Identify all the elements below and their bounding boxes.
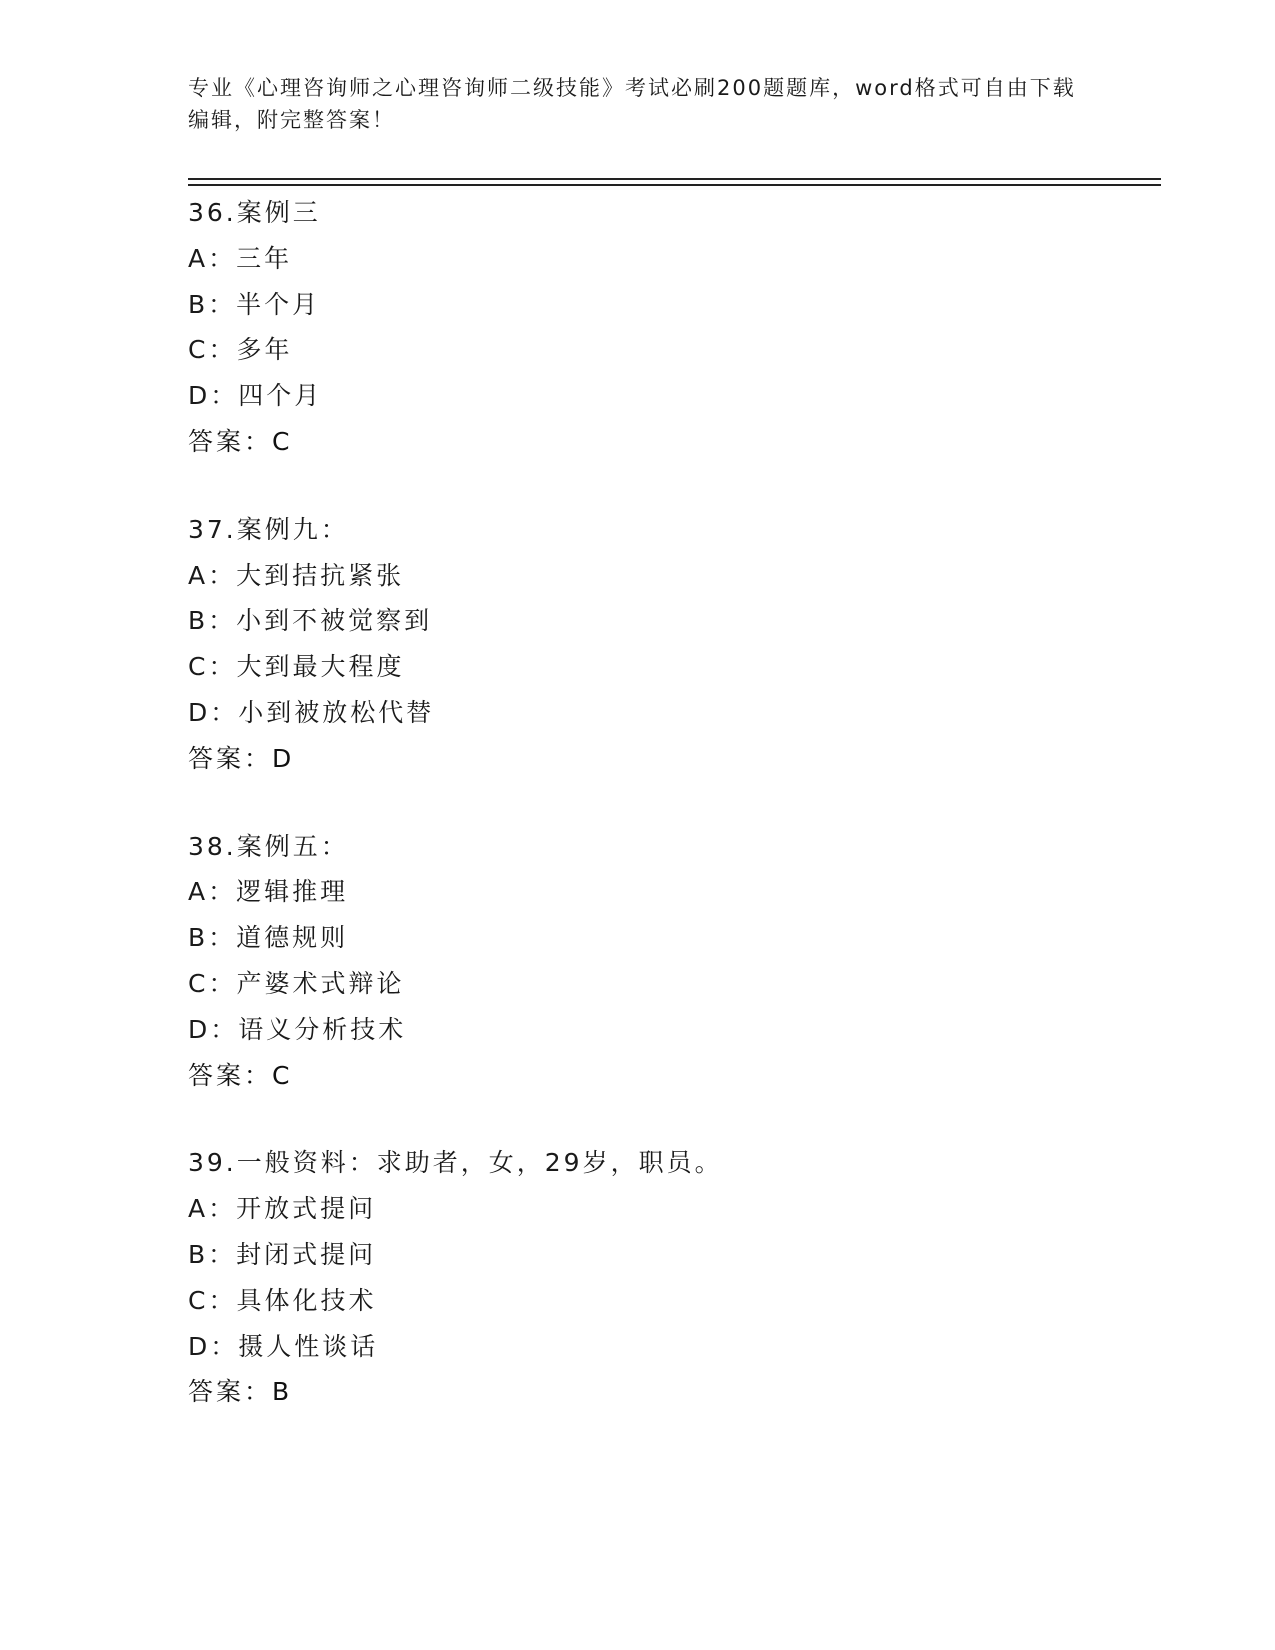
option-a: A：大到拮抗紧张 — [188, 560, 405, 590]
option-b: B：半个月 — [188, 289, 321, 319]
question-list — [188, 190, 1148, 1457]
document-header-intro: 专业《心理咨询师之心理咨询师二级技能》考试必刷200题题库，word格式可自由下载编辑，附完整答案！ — [188, 76, 1076, 132]
answer-value: B — [272, 1377, 293, 1407]
question-item-39 — [188, 1140, 1148, 1415]
question-item-37 — [188, 507, 1148, 782]
answer-label: 答案： — [188, 426, 273, 456]
option-c: C：多年 — [188, 335, 293, 365]
header-divider-bottom — [188, 184, 1161, 186]
option-c: C：具体化技术 — [188, 1285, 377, 1315]
answer-label: 答案： — [188, 1060, 273, 1090]
option-d: D：四个月 — [188, 381, 323, 411]
question-stem: 36.案例三 — [188, 198, 321, 227]
question-stem: 38.案例五： — [188, 831, 349, 861]
option-b: B：道德规则 — [188, 923, 349, 953]
option-b: B：封闭式提问 — [188, 1239, 377, 1269]
option-c: C：产婆术式辩论 — [188, 968, 405, 998]
answer-value: C — [272, 426, 293, 456]
option-d: D：摄人性谈话 — [188, 1331, 379, 1361]
question-stem: 37.案例九： — [188, 514, 349, 544]
option-c: C：大到最大程度 — [188, 652, 405, 682]
answer-value: C — [272, 1060, 293, 1090]
option-a: A：开放式提问 — [188, 1194, 377, 1224]
answer-value: D — [272, 743, 295, 773]
answer-line — [188, 419, 1148, 465]
answer-line — [188, 736, 1148, 782]
question-item-36 — [188, 190, 1148, 465]
answer-line — [188, 1369, 1148, 1415]
question-item-38 — [188, 824, 1148, 1099]
option-d: D：语义分析技术 — [188, 1014, 407, 1044]
option-a: A：三年 — [188, 243, 293, 273]
answer-label: 答案： — [188, 743, 273, 773]
option-a: A：逻辑推理 — [188, 877, 349, 907]
question-stem: 39.一般资料：求助者，女，29岁，职员。 — [188, 1148, 723, 1178]
option-b: B：小到不被觉察到 — [188, 606, 433, 636]
header-divider-top — [188, 178, 1161, 180]
answer-line — [188, 1053, 1148, 1099]
option-d: D：小到被放松代替 — [188, 697, 435, 727]
answer-label: 答案： — [188, 1377, 273, 1407]
